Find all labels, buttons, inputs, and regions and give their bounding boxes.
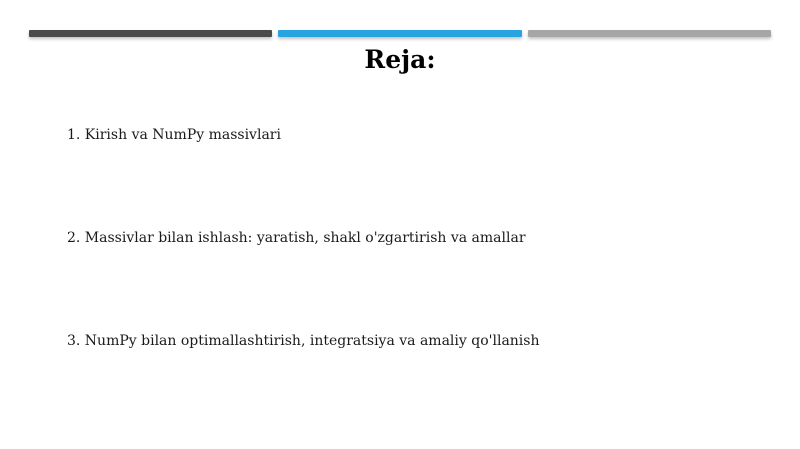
header-bar-blue <box>278 30 522 37</box>
agenda-item-3: 3. NumPy bilan optimallashtirish, integratsiya va amaliy qo'llanish <box>67 333 540 349</box>
agenda-item-1: 1. Kirish va NumPy massivlari <box>67 127 281 143</box>
header-bar-dark <box>29 30 272 37</box>
slide-title: Reja: <box>364 45 436 74</box>
agenda-item-2: 2. Massivlar bilan ishlash: yaratish, shakl o'zgartirish va amallar <box>67 230 526 246</box>
header-bar-gray <box>528 30 771 37</box>
